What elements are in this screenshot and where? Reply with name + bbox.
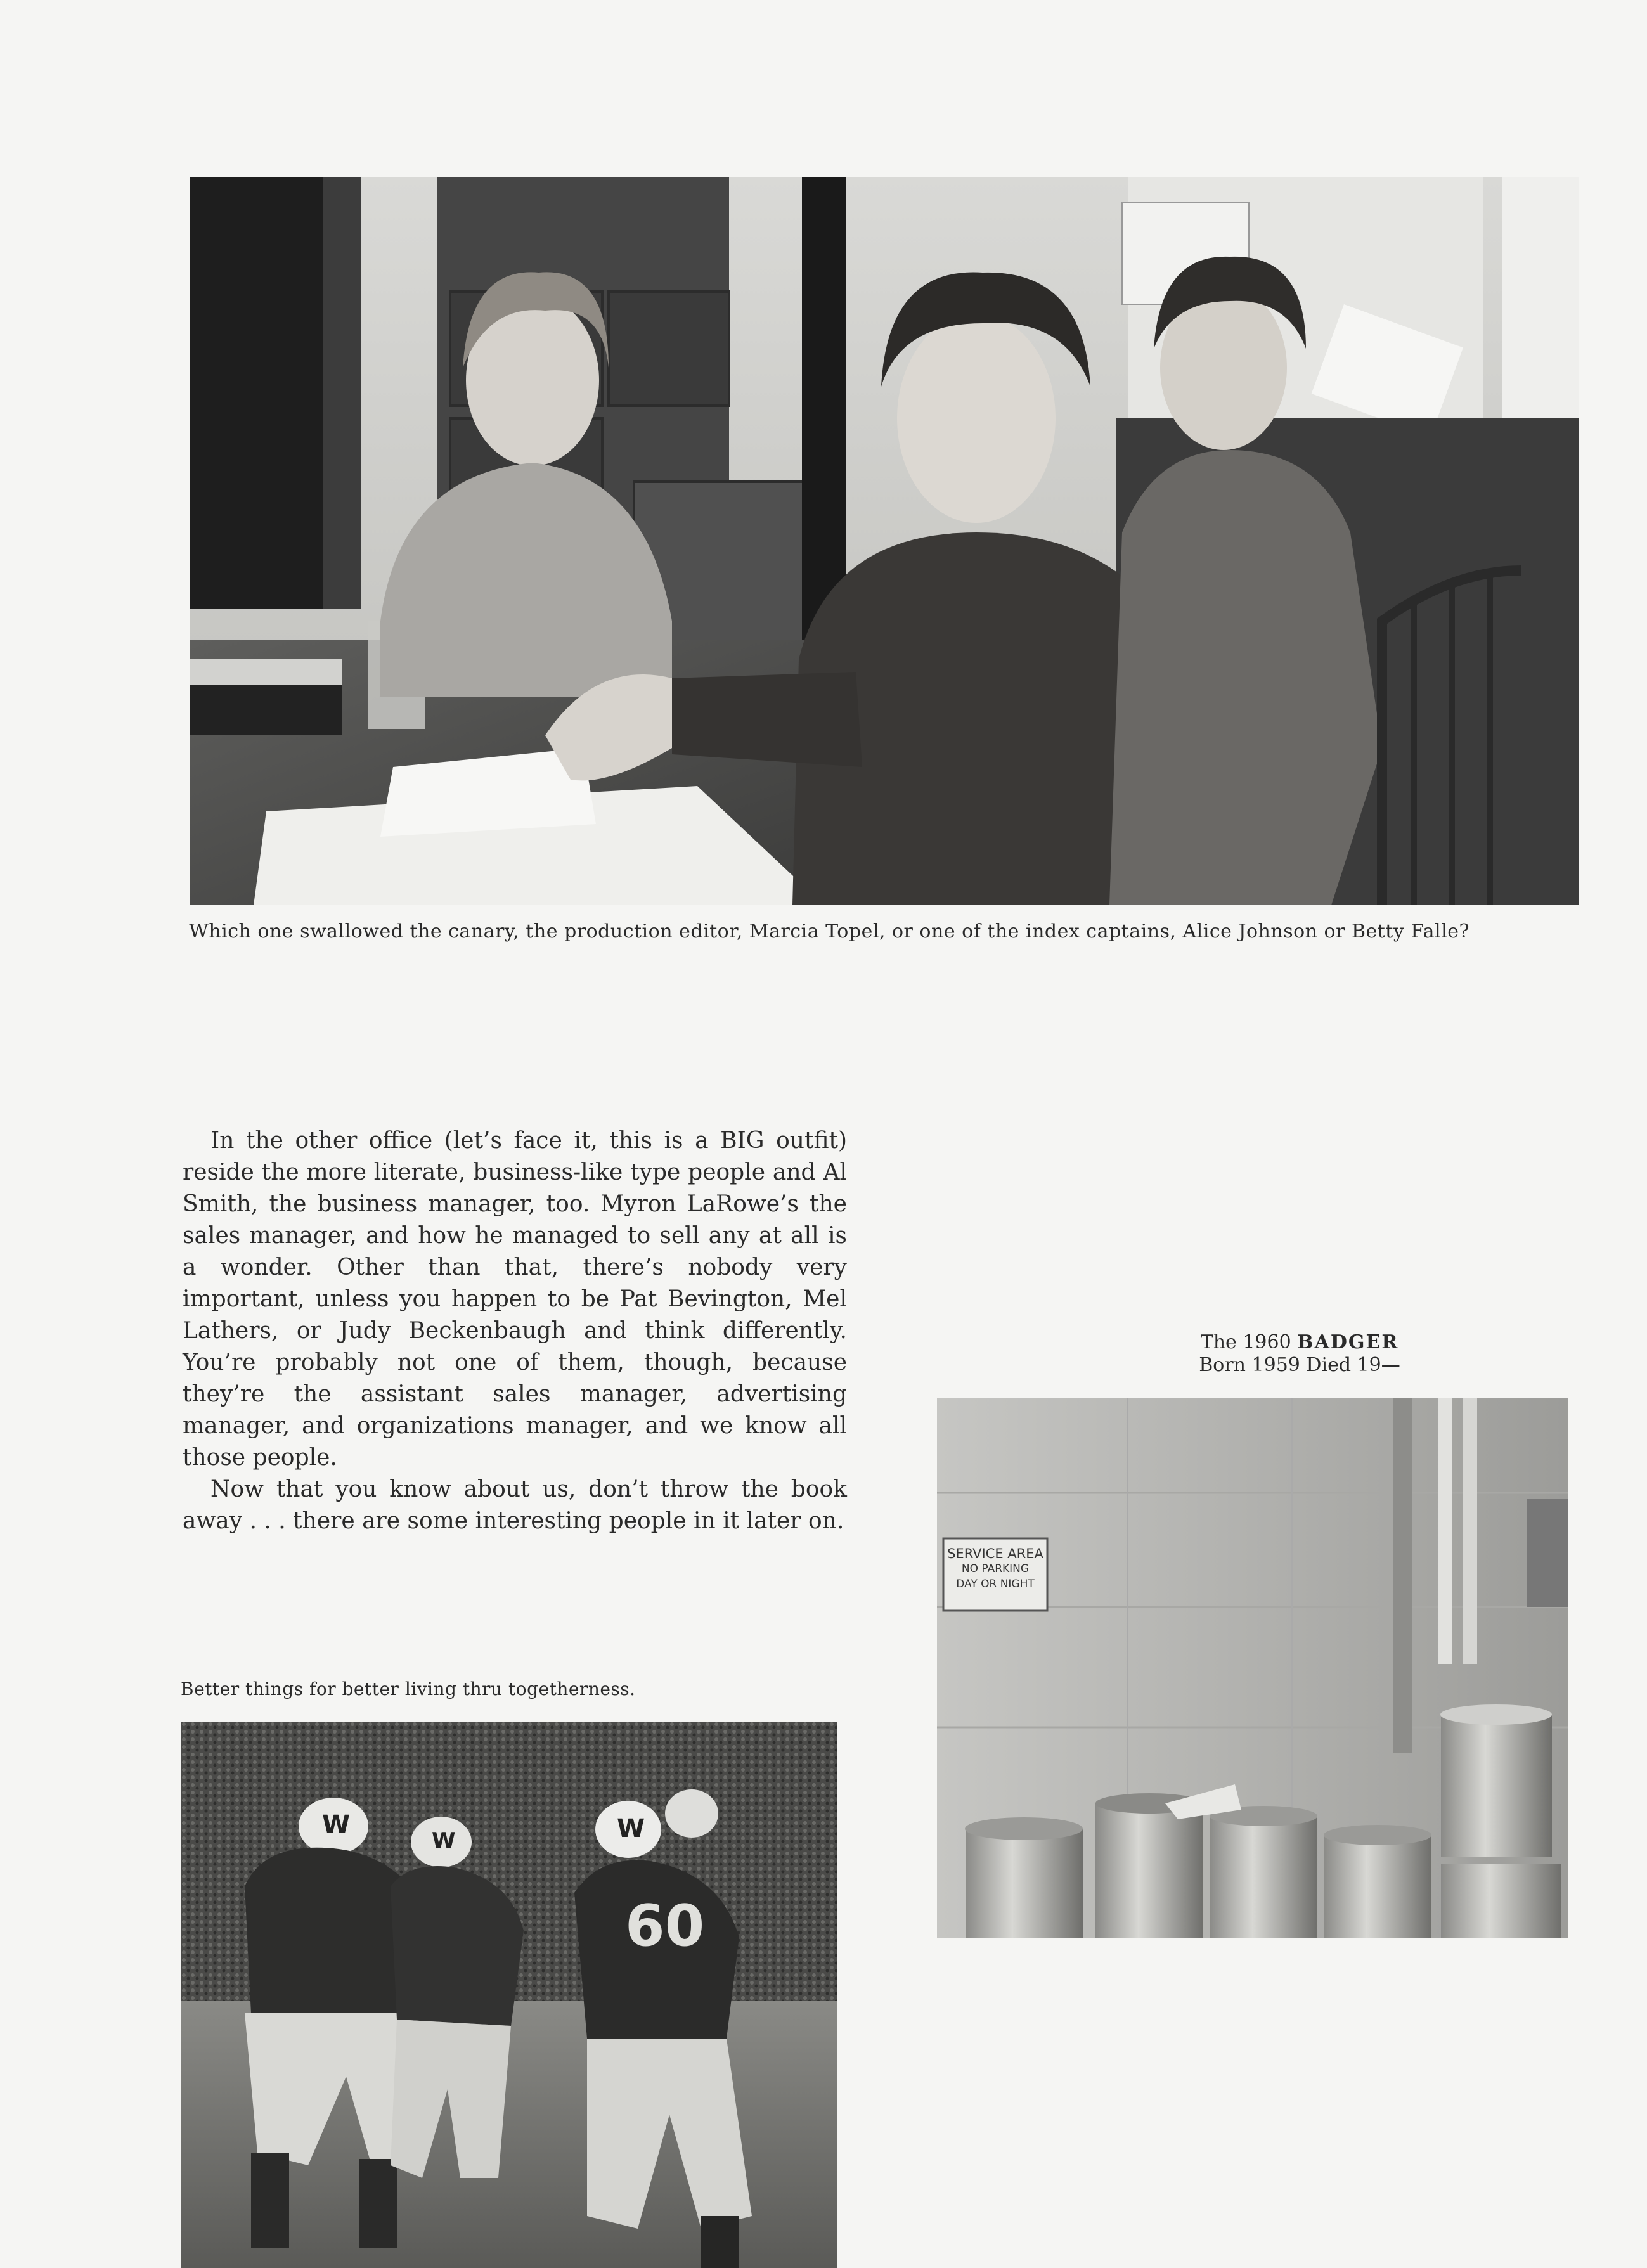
badger-caption-title: BADGER <box>1297 1331 1399 1353</box>
badger-caption <box>1071 1331 1528 1377</box>
badger-caption-line-2: Born 1959 Died 19— <box>1199 1354 1400 1376</box>
jersey-number: 60 <box>625 1893 705 1959</box>
body-paragraph-1: In the other office (let’s face it, this is a BIG outfit) reside the more literate, business-like type people and Al Smith, the business manager, too. Myron LaRowe’s the sales manager, and how he managed to sell any at all is a wonder. Other than that, there’s nobody very important, unless you happen to be Pat Bevington, Mel Lathers, or Judy Beckenbaugh and think differently. You’re probably not one of them, though, because they’re the assistant sales manager, advertising manager, and organizations manager, and we know all those people. <box>183 1128 847 1471</box>
football-photo-caption: Better things for better living thru togetherness. <box>181 1678 636 1699</box>
sign-line-2: NO PARKING <box>961 1562 1030 1575</box>
helmet-letter-right: W <box>617 1814 645 1843</box>
football-photo <box>181 1722 837 2268</box>
body-text <box>183 1125 847 1537</box>
helmet-letter-middle: W <box>432 1828 456 1853</box>
badger-caption-prefix: The 1960 <box>1200 1331 1298 1353</box>
service-area-sign <box>943 1538 1047 1611</box>
badger-caption-line-1 <box>1071 1331 1528 1354</box>
office-photo <box>190 177 1579 905</box>
helmet-letter-left: W <box>322 1810 351 1840</box>
body-paragraph-2: Now that you know about us, don’t throw the book away . . . there are some interesting people in it later on. <box>183 1476 847 1534</box>
sign-line-3: DAY OR NIGHT <box>956 1578 1035 1590</box>
sign-line-1: SERVICE AREA <box>947 1546 1043 1561</box>
barrels-photo <box>937 1398 1568 1938</box>
office-photo-caption: Which one swallowed the canary, the production editor, Marcia Topel, or one of the index captains, Alice Johnson or Betty Falle? <box>189 920 1470 943</box>
